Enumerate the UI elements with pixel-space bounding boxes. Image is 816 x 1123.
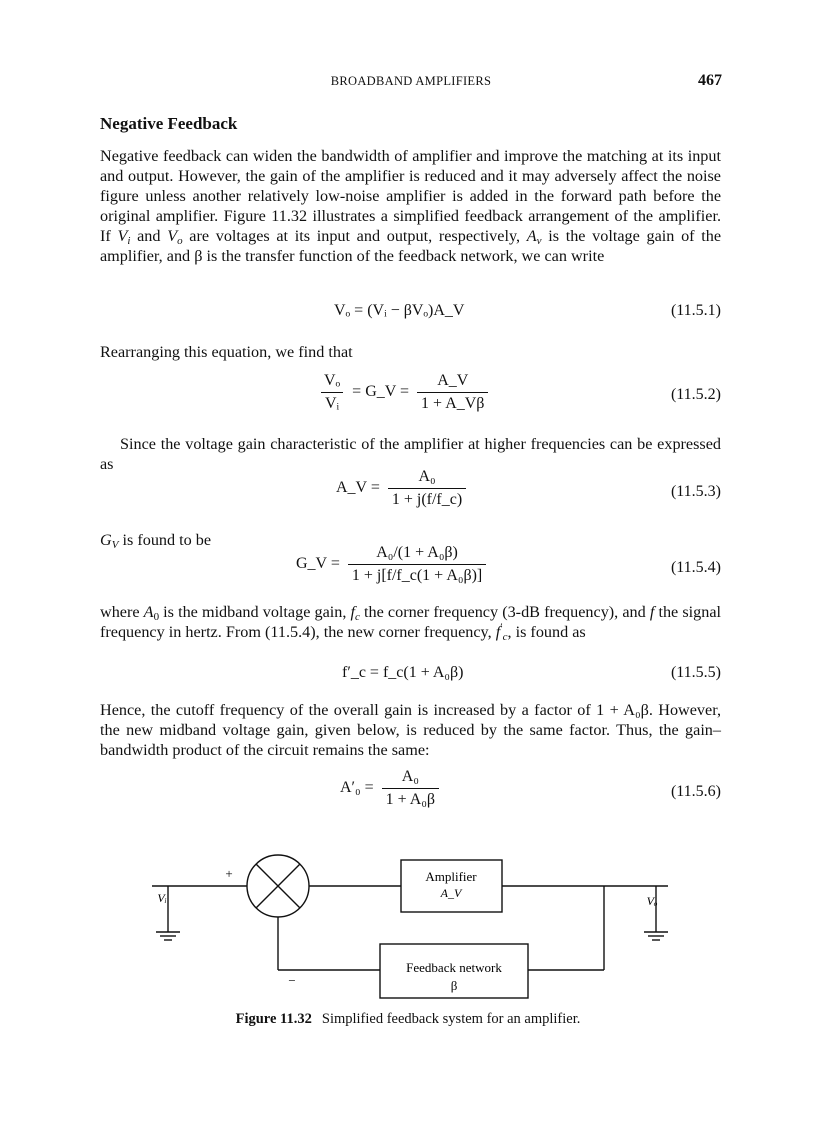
figure-caption-label: Figure 11.32 bbox=[235, 1011, 312, 1027]
paragraph-where: where $A_0$ is the midband voltage gain, $f_c$ the corner frequency (3-dB frequency), and f the signal frequency in hertz. From (11.5.4), the new corner frequency, $f'_c$, is found as bbox=[100, 603, 721, 643]
fraction: $\frac{\text{A₀}}{1 + j(f/f\_c)}$ bbox=[388, 468, 466, 509]
equation-11-5-3: A_V = $\frac{\text{A₀}}{1 + j(f/f\_c)}$ (11.5.3) bbox=[336, 468, 721, 508]
feedback-beta-label: β bbox=[450, 978, 458, 993]
equation-number: (11.5.2) bbox=[670, 386, 721, 403]
equation-body: Vₒ = (Vᵢ − βVₒ)A_V bbox=[334, 302, 465, 319]
fraction: $\frac{\text{A₀}}{\text{1 + A₀β}}$ bbox=[382, 768, 439, 809]
fraction: $\frac{A\_V}{1 + A\_V\beta}$ bbox=[417, 372, 488, 413]
page-number: 467 bbox=[698, 72, 722, 89]
equation-number: (11.5.6) bbox=[670, 783, 721, 800]
equation-number: (11.5.3) bbox=[670, 483, 721, 500]
feedback-network-label: Feedback network bbox=[406, 960, 502, 975]
equation-number: (11.5.4) bbox=[670, 559, 721, 576]
amplifier-gain-label: A_V bbox=[440, 886, 462, 900]
equation-body: f′_c = f_c(1 + A₀β) bbox=[342, 664, 464, 681]
minus-sign: − bbox=[288, 973, 296, 988]
plus-sign: + bbox=[225, 866, 233, 881]
paragraph-cutoff: Hence, the cutoff frequency of the overall gain is increased by a factor of 1 + A₀β. However, the new midband voltage gain, given below, is reduced by the same factor. Thus, the gain–bandwidth product of the circuit remains the same: bbox=[100, 701, 721, 759]
equation-11-5-6: A′₀ = $\frac{\text{A₀}}{\text{1 + A₀β}}$ (11.5.6) bbox=[340, 768, 721, 808]
equation-11-5-2: $\frac{\text{Vₒ}}{\text{Vᵢ}}$ = G_V = $\frac{A\_V}{1 + A\_V\beta}$ (11.5.2) bbox=[100, 372, 721, 422]
paragraph-rearranging: Rearranging this equation, we find that bbox=[100, 343, 353, 361]
equation-11-5-4: G_V = $\frac{\text{A₀/(1 + A₀β)}}{\text{1 + j[f/f\_c(1 + A₀β)]}}$ (11.5.4) bbox=[296, 544, 721, 584]
figure-caption bbox=[0, 1011, 816, 1028]
fraction: $\frac{\text{A₀/(1 + A₀β)}}{\text{1 + j[f/f\_c(1 + A₀β)]}}$ bbox=[348, 544, 486, 585]
input-voltage-label: Vᵢ bbox=[157, 891, 167, 905]
output-voltage-label: Vₒ bbox=[646, 894, 658, 908]
fraction: $\frac{\text{Vₒ}}{\text{Vᵢ}}$ bbox=[320, 372, 344, 413]
amplifier-label: Amplifier bbox=[425, 869, 477, 884]
paragraph-intro: Negative feedback can widen the bandwidth of amplifier and improve the matching at its input and output. However, the gain of the amplifier is reduced and it may adversely affect the noise figure unless another relatively low-noise amplifier is added in the forward path before the original amplifier. Figure 11.32 illustrates a simplified feedback arrangement of the amplifier. If $V_i$ and $V_o$ are voltages at its input and output, respectively, $A_v$ is the voltage gain of the amplifier, and β is the transfer function of the feedback network, we can write bbox=[100, 147, 722, 265]
equation-number: (11.5.5) bbox=[670, 664, 721, 681]
section-title: Negative Feedback bbox=[100, 114, 238, 133]
running-head: BROADBAND AMPLIFIERS bbox=[330, 74, 492, 88]
paragraph-gv-found: $G_V$ is found to be bbox=[100, 531, 212, 551]
figure-caption-text: Simplified feedback system for an amplifier. bbox=[321, 1011, 581, 1027]
paragraph-gain-characteristic: Since the voltage gain characteristic of the amplifier at higher frequencies can be expressed as bbox=[100, 435, 721, 473]
equation-number: (11.5.1) bbox=[670, 302, 721, 319]
